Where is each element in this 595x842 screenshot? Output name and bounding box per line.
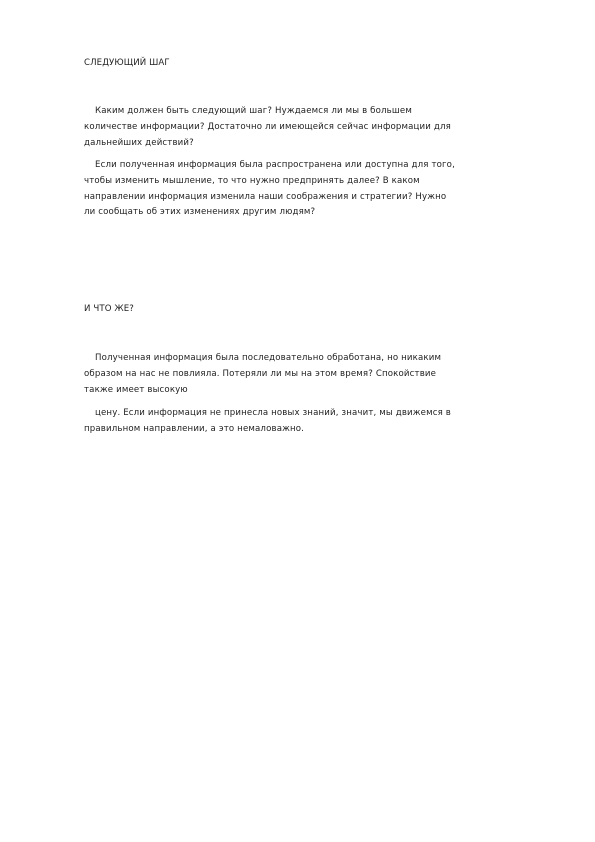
paragraph-line: чтобы изменить мышление, то что нужно предпринять далее? В каком [84, 175, 420, 186]
paragraph-line: Каким должен быть следующий шаг? Нуждаемся ли мы в большем [95, 106, 412, 116]
paragraph-line: дальнейших действий? [84, 137, 194, 148]
paragraph-line: Если полученная информация была распространена или доступна для того, [95, 160, 455, 170]
paragraph-line: также имеет высокую [84, 384, 188, 395]
paragraph-line: Полученная информация была последовательно обработана, но никаким [95, 353, 442, 363]
paragraph-line: направлении информация изменила наши соображения и стратегии? Нужно [84, 191, 447, 202]
heading-so-what: И ЧТО ЖЕ? [84, 304, 134, 314]
paragraph-so-what-1 [84, 351, 544, 398]
paragraph-so-what-2 [84, 406, 544, 438]
paragraph-line: образом на нас не повлияла. Потеряли ли мы на этом время? Спокойствие [84, 368, 437, 379]
paragraph-line: правильном направлении, а это немаловажно. [84, 423, 305, 434]
paragraph-line: количестве информации? Достаточно ли имеющейся сейчас информации для [84, 121, 451, 132]
paragraph-next-step-1 [84, 104, 544, 151]
heading-next-step: СЛЕДУЮЩИЙ ШАГ [84, 58, 170, 68]
paragraph-next-step-2 [84, 158, 544, 221]
paragraph-line: цену. Если информация не принесла новых знаний, значит, мы движемся в [95, 408, 452, 418]
paragraph-line: ли сообщать об этих изменениях другим людям? [84, 207, 316, 218]
